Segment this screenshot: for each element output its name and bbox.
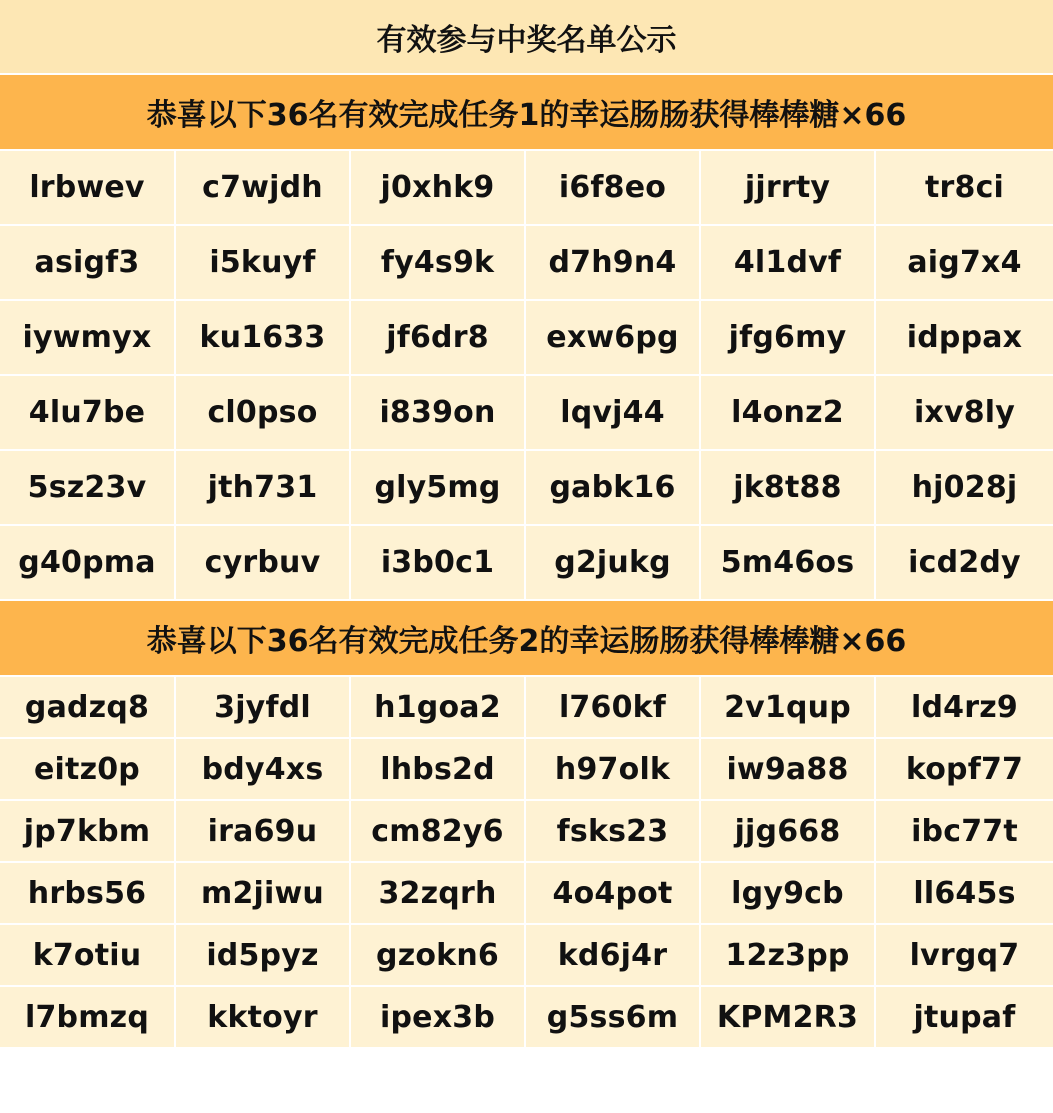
winner-code-cell: h1goa2 [351, 677, 526, 739]
winner-code-cell: fy4s9k [351, 226, 526, 301]
winner-code-cell: ku1633 [176, 301, 351, 376]
winner-code-cell: lrbwev [0, 151, 176, 226]
winner-code-cell: 4o4pot [526, 863, 701, 925]
winner-code-cell: gabk16 [526, 451, 701, 526]
winner-code-cell: i3b0c1 [351, 526, 526, 601]
winner-code-cell: gzokn6 [351, 925, 526, 987]
winner-code-cell: m2jiwu [176, 863, 351, 925]
winner-code-cell: l4onz2 [701, 376, 876, 451]
winner-code-cell: ixv8ly [876, 376, 1053, 451]
winner-code-cell: g2jukg [526, 526, 701, 601]
section-header-task2: 恭喜以下36名有效完成任务2的幸运肠肠获得棒棒糖×66 [0, 601, 1053, 677]
winner-code-cell: id5pyz [176, 925, 351, 987]
winner-code-cell: g40pma [0, 526, 176, 601]
winner-code-cell: l7bmzq [0, 987, 176, 1049]
winner-code-cell: l760kf [526, 677, 701, 739]
winner-code-cell: 4lu7be [0, 376, 176, 451]
winner-code-cell: jfg6my [701, 301, 876, 376]
winner-code-cell: icd2dy [876, 526, 1053, 601]
winner-code-cell: c7wjdh [176, 151, 351, 226]
winner-code-cell: lhbs2d [351, 739, 526, 801]
winner-code-cell: jtupaf [876, 987, 1053, 1049]
winner-code-cell: 5sz23v [0, 451, 176, 526]
winner-code-cell: jth731 [176, 451, 351, 526]
winner-code-cell: jjrrty [701, 151, 876, 226]
winner-code-cell: bdy4xs [176, 739, 351, 801]
winner-code-cell: hj028j [876, 451, 1053, 526]
winner-code-cell: lgy9cb [701, 863, 876, 925]
winner-code-cell: ibc77t [876, 801, 1053, 863]
winner-code-cell: jjg668 [701, 801, 876, 863]
winner-code-cell: gly5mg [351, 451, 526, 526]
winner-code-cell: jf6dr8 [351, 301, 526, 376]
winner-code-cell: 5m46os [701, 526, 876, 601]
winner-code-cell: jk8t88 [701, 451, 876, 526]
winner-code-cell: j0xhk9 [351, 151, 526, 226]
winners-grid-task2 [0, 677, 1053, 1049]
winner-code-cell: cyrbuv [176, 526, 351, 601]
winner-code-cell: kd6j4r [526, 925, 701, 987]
winner-code-cell: exw6pg [526, 301, 701, 376]
winner-code-cell: ll645s [876, 863, 1053, 925]
winner-code-cell: KPM2R3 [701, 987, 876, 1049]
winner-code-cell: 32zqrh [351, 863, 526, 925]
winner-code-cell: lqvj44 [526, 376, 701, 451]
winner-code-cell: asigf3 [0, 226, 176, 301]
winner-code-cell: i6f8eo [526, 151, 701, 226]
winner-code-cell: iw9a88 [701, 739, 876, 801]
winner-code-cell: cl0pso [176, 376, 351, 451]
winner-code-cell: 12z3pp [701, 925, 876, 987]
winner-code-cell: hrbs56 [0, 863, 176, 925]
winner-code-cell: 2v1qup [701, 677, 876, 739]
winners-grid-task1 [0, 151, 1053, 601]
winner-code-cell: iywmyx [0, 301, 176, 376]
winner-code-cell: idppax [876, 301, 1053, 376]
winner-code-cell: i5kuyf [176, 226, 351, 301]
section-header-task1: 恭喜以下36名有效完成任务1的幸运肠肠获得棒棒糖×66 [0, 75, 1053, 151]
winner-code-cell: 3jyfdl [176, 677, 351, 739]
winner-code-cell: ipex3b [351, 987, 526, 1049]
winner-code-cell: cm82y6 [351, 801, 526, 863]
winner-code-cell: gadzq8 [0, 677, 176, 739]
winner-code-cell: tr8ci [876, 151, 1053, 226]
winner-code-cell: k7otiu [0, 925, 176, 987]
winner-code-cell: kktoyr [176, 987, 351, 1049]
winner-code-cell: ira69u [176, 801, 351, 863]
winner-code-cell: d7h9n4 [526, 226, 701, 301]
page-title: 有效参与中奖名单公示 [0, 0, 1053, 75]
winner-code-cell: kopf77 [876, 739, 1053, 801]
winner-code-cell: ld4rz9 [876, 677, 1053, 739]
winner-code-cell: i839on [351, 376, 526, 451]
winner-code-cell: eitz0p [0, 739, 176, 801]
winner-code-cell: lvrgq7 [876, 925, 1053, 987]
winner-code-cell: h97olk [526, 739, 701, 801]
winner-code-cell: 4l1dvf [701, 226, 876, 301]
winner-code-cell: g5ss6m [526, 987, 701, 1049]
winner-code-cell: aig7x4 [876, 226, 1053, 301]
winner-code-cell: jp7kbm [0, 801, 176, 863]
winner-code-cell: fsks23 [526, 801, 701, 863]
